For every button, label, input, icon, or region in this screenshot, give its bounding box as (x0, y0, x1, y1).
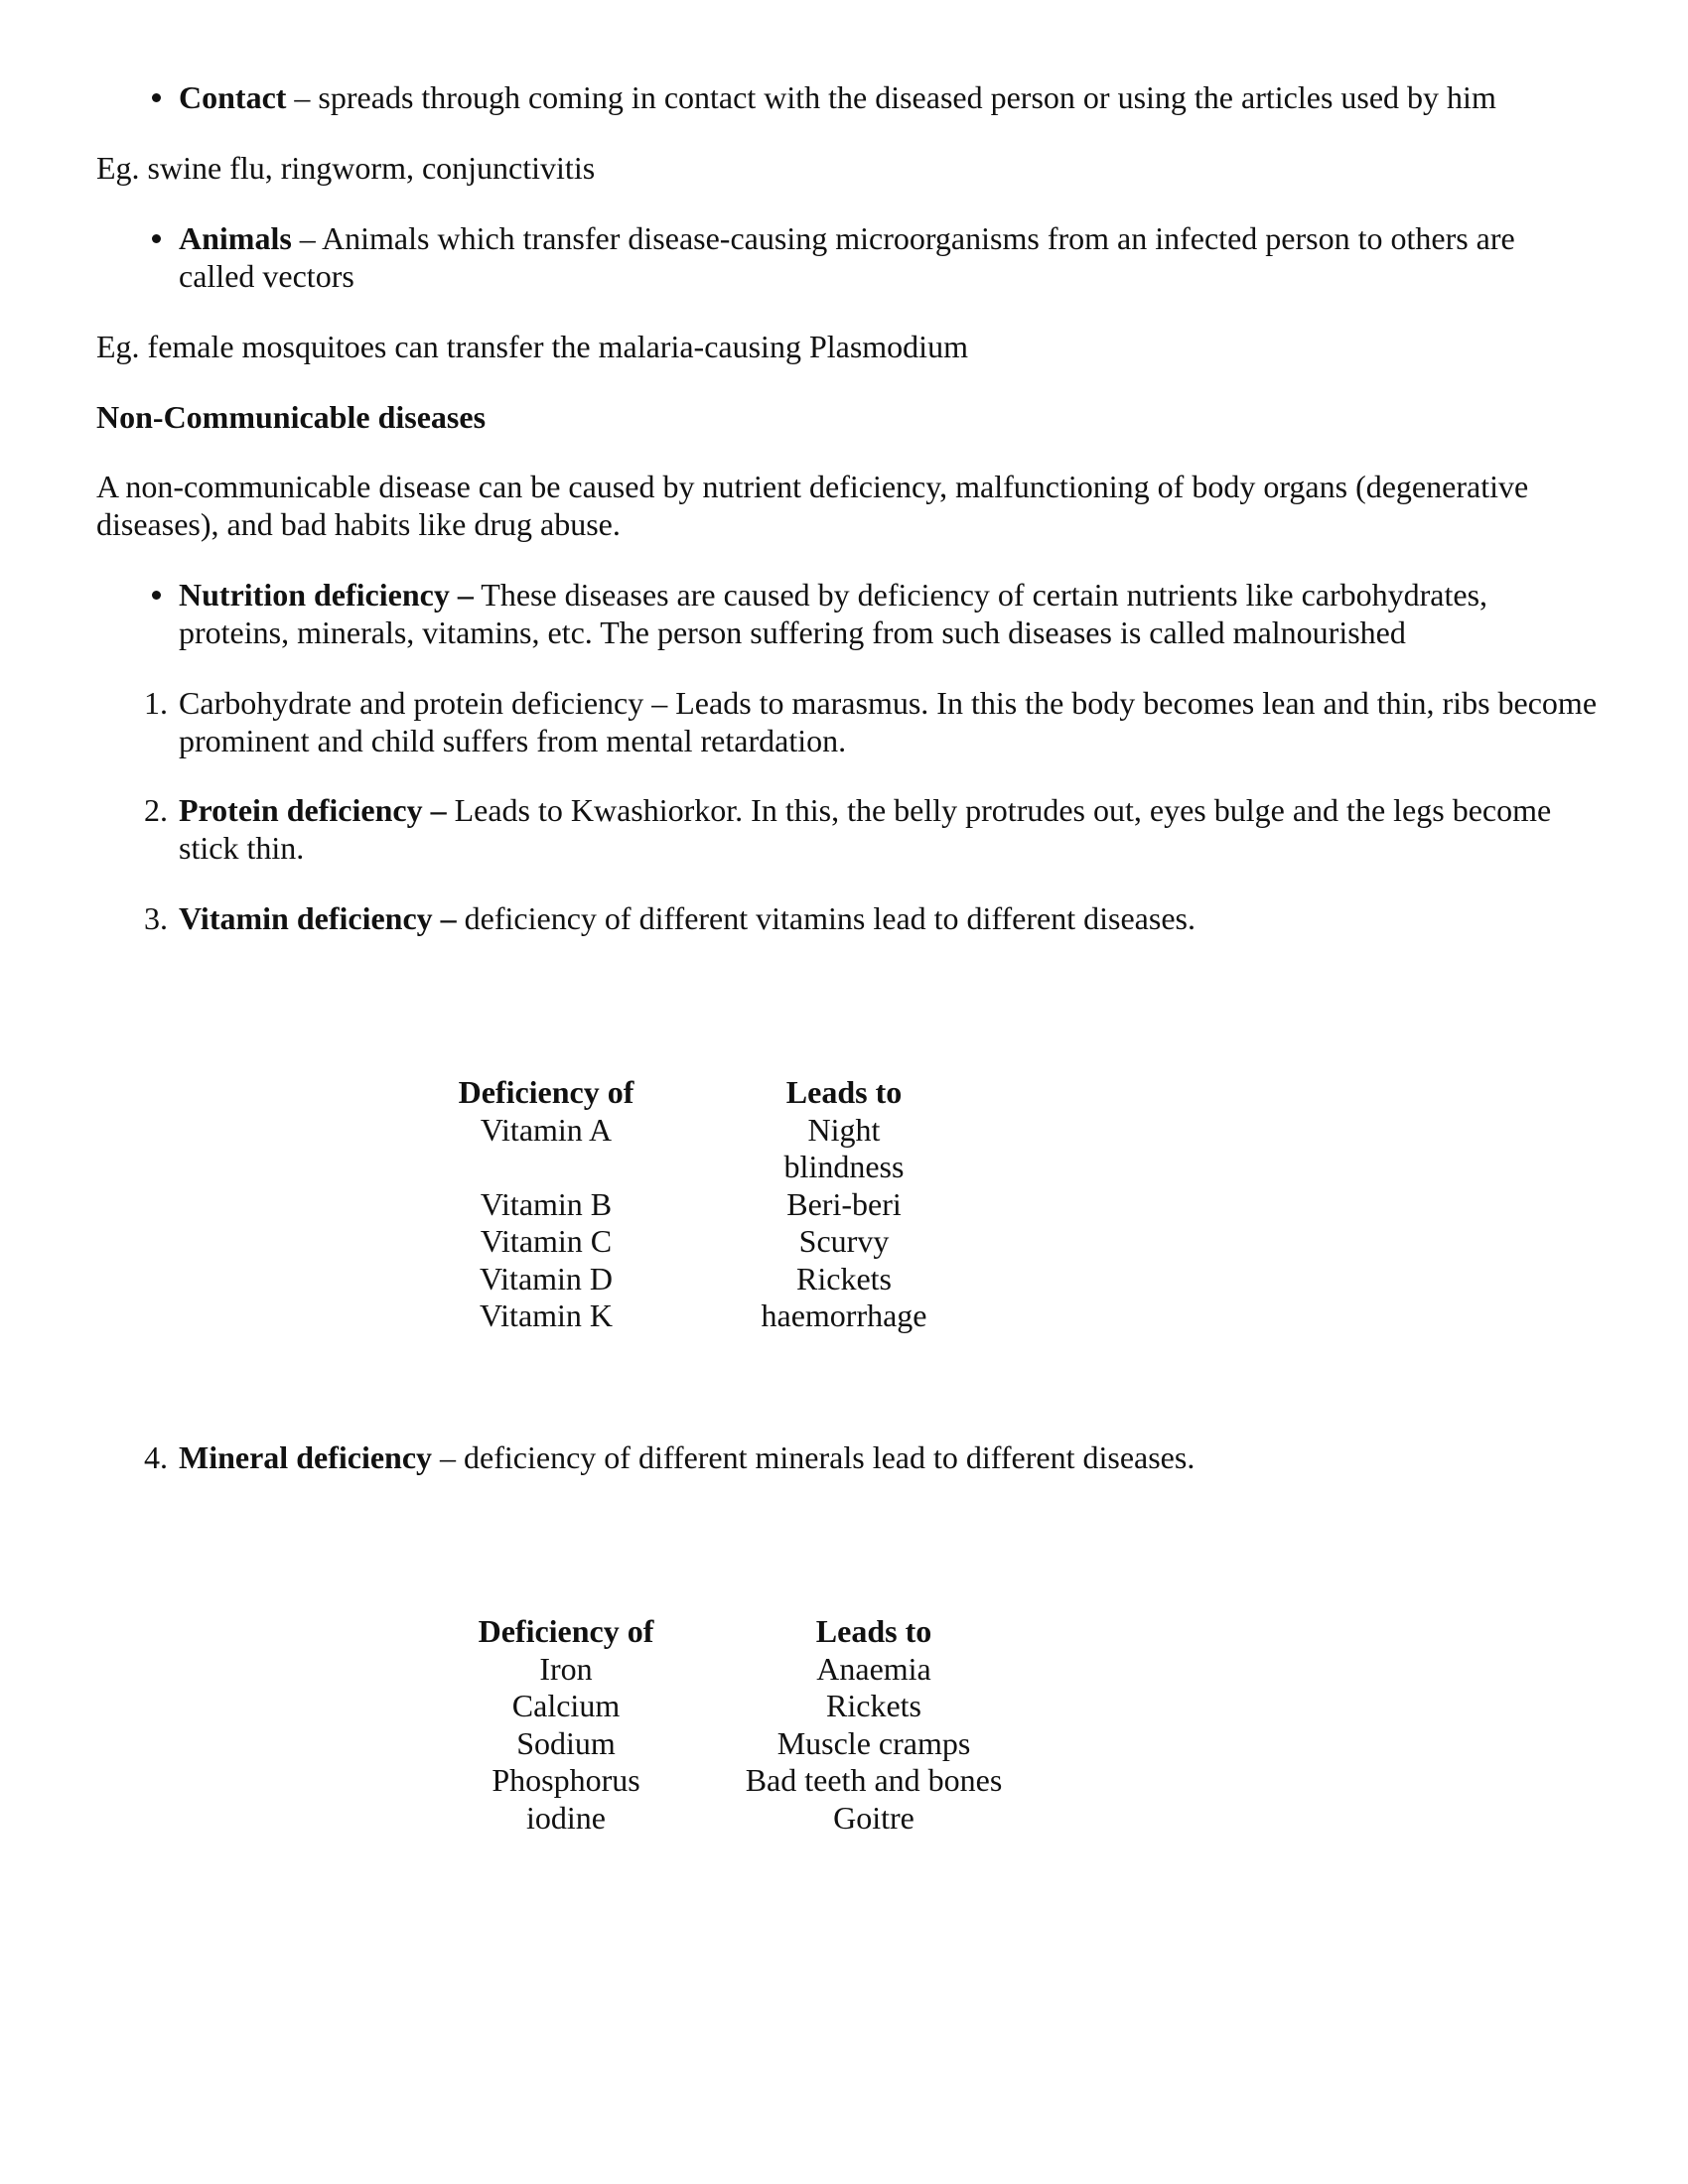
table-cell: Rickets (826, 1688, 921, 1723)
table-cell: Bad teeth and bones (745, 1762, 1003, 1798)
bullet-dot (152, 591, 161, 600)
contact-example: Eg. swine flu, ringworm, conjunctivitis (96, 150, 596, 186)
intro-paragraph: A non-communicable disease can be caused by nutrient deficiency, malfunctioning of body organs (degenerative diseases), and bad habits like drug abuse. (96, 469, 1529, 542)
table-cell: haemorrhage (761, 1297, 927, 1333)
table-cell: Scurvy (798, 1223, 890, 1259)
column-spacer (645, 1074, 745, 1112)
table-cell: Vitamin C (480, 1223, 613, 1259)
bullet-label: Animals (179, 220, 292, 256)
table-cell: Vitamin A (480, 1111, 613, 1148)
bullet-dot (152, 93, 161, 102)
list-number: 4. (144, 1439, 168, 1475)
list-item (144, 791, 1599, 867)
list-text: Carbohydrate and protein deficiency – Leads to marasmus. In this the body becomes lean and thin, ribs become prominent and child suffers from mental retardation. (179, 685, 1598, 758)
table-cell: Vitamin K (479, 1297, 614, 1333)
bullet-text: – Animals which transfer disease-causing microorganisms from an infected person to others are called vectors (179, 220, 1515, 294)
column-header: Leads to (815, 1613, 932, 1649)
table-row (447, 1725, 1013, 1763)
section-heading-text: Non-Communicable diseases (96, 399, 487, 435)
bullet-text: These diseases are caused by deficiency of certain nutrients like carbohydrates, proteins, minerals, vitamins, etc. The person suffering from such diseases is called malnourished (179, 577, 1488, 650)
table-header-row (447, 1074, 943, 1112)
list-label: Vitamin deficiency – (179, 900, 457, 936)
table-cell: iodine (526, 1799, 606, 1836)
bullet-text: – spreads through coming in contact with the diseased person or using the articles used by him (286, 79, 1496, 115)
column-header: Deficiency of (478, 1613, 654, 1649)
table-cell: Vitamin D (479, 1260, 614, 1297)
table-cell: Goitre (833, 1799, 914, 1836)
table-cell: Rickets (796, 1260, 892, 1297)
table-cell: Iron (539, 1650, 593, 1687)
table-row (447, 1762, 1013, 1800)
vitamin-table (447, 1074, 943, 1335)
table-row (447, 1688, 1013, 1725)
section-heading (96, 398, 1606, 436)
bullet-nutrition (179, 576, 1599, 651)
column-spacer (685, 1613, 735, 1651)
bullet-label: Contact (179, 79, 287, 115)
bullet-animals (179, 219, 1599, 295)
list-number: 1. (144, 685, 168, 721)
table-cell: Muscle cramps (776, 1724, 971, 1761)
bullet-contact (179, 78, 1599, 116)
mineral-table (447, 1613, 1013, 1837)
table-header-row (447, 1613, 1013, 1651)
table-row (447, 1651, 1013, 1689)
animals-example: Eg. female mosquitoes can transfer the malaria-causing Plasmodium (96, 329, 968, 364)
list-label: Mineral deficiency (179, 1439, 433, 1475)
column-header: Deficiency of (458, 1074, 634, 1110)
bullet-dash: – (449, 577, 474, 613)
column-header: Leads to (785, 1074, 903, 1110)
list-item (144, 684, 1599, 759)
list-text: deficiency of different vitamins lead to different diseases. (456, 900, 1196, 936)
bullet-dot (152, 234, 161, 243)
table-cell: Sodium (516, 1724, 616, 1761)
table-cell: Beri-beri (786, 1185, 902, 1222)
table-cell: Vitamin B (480, 1185, 613, 1222)
table-row (447, 1223, 943, 1261)
table-cell: Phosphorus (492, 1762, 640, 1798)
list-item (144, 899, 1599, 937)
table-cell: Calcium (511, 1688, 621, 1723)
bullet-label: Nutrition deficiency (179, 577, 450, 613)
table-row (447, 1800, 1013, 1838)
table-row (447, 1261, 943, 1298)
table-cell: Anaemia (816, 1650, 931, 1687)
list-text: – deficiency of different minerals lead to different diseases. (432, 1439, 1196, 1475)
list-number: 3. (144, 900, 168, 936)
table-row (447, 1297, 943, 1335)
list-number: 2. (144, 792, 168, 828)
list-text: Leads to Kwashiorkor. In this, the belly protrudes out, eyes bulge and the legs become stick thin. (179, 792, 1552, 866)
list-label: Protein deficiency – (179, 792, 447, 828)
table-cell: Night blindness (783, 1111, 905, 1184)
list-item (144, 1438, 1599, 1476)
table-row (447, 1112, 943, 1186)
table-row (447, 1186, 943, 1224)
